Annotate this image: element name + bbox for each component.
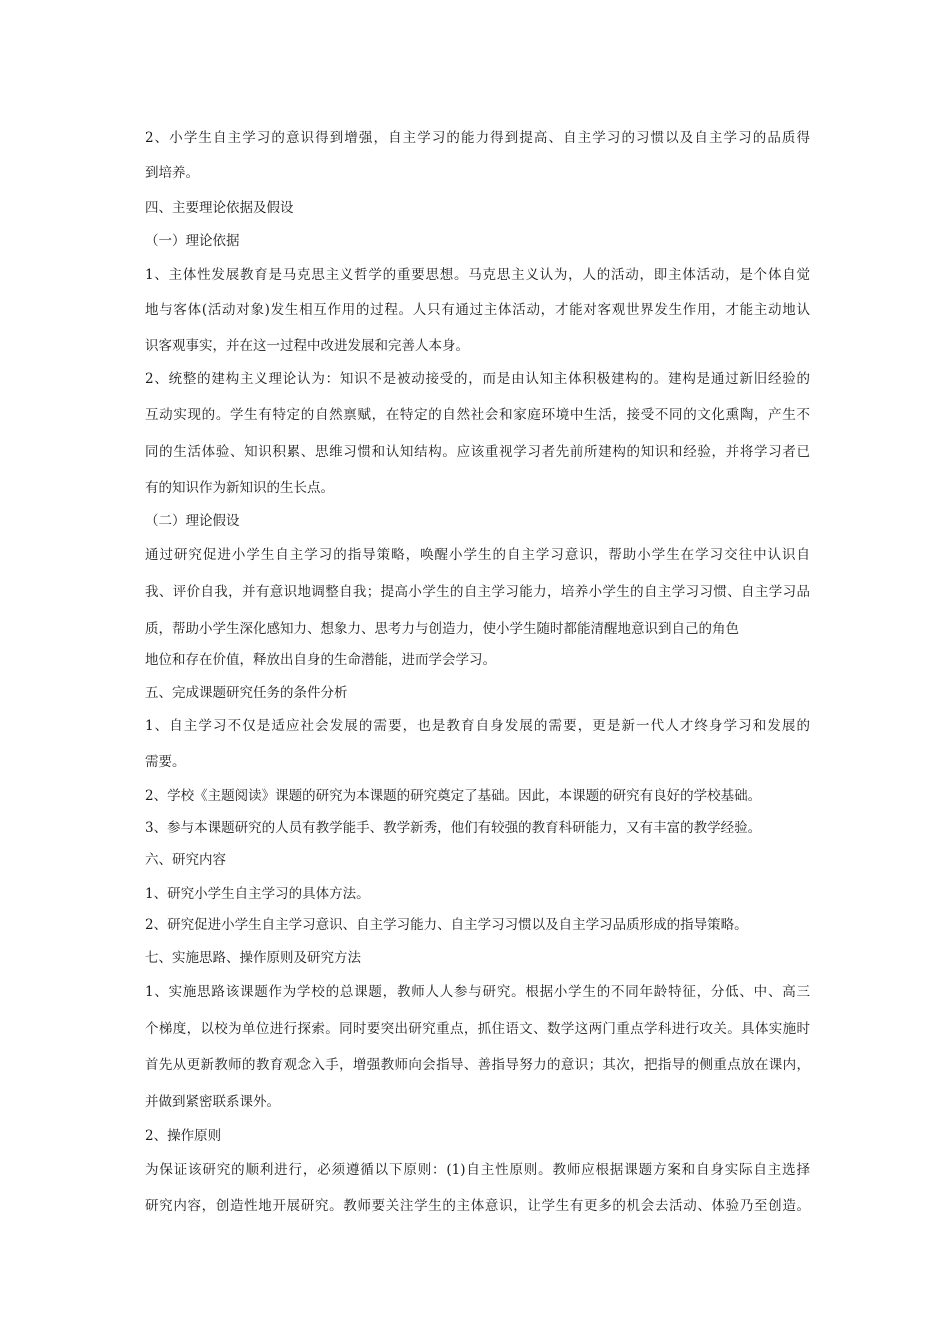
subsection-heading: （一）理论依据 (145, 233, 240, 249)
text-line: 有的知识作为新知识的生长点。 (145, 480, 334, 496)
text-line: 质，帮助小学生深化感知力、想象力、思考力与创造力，使小学生随时都能清醒地意识到自己的角色 (145, 621, 739, 637)
text-line: 并做到紧密联系课外。 (145, 1094, 280, 1110)
text-line: 2、小学生自主学习的意识得到增强，自主学习的能力得到提高、自主学习的习惯以及自主学习的品质得 (145, 130, 810, 146)
section-heading: 五、完成课题研究任务的条件分析 (145, 685, 348, 701)
text-line: 2、研究促进小学生自主学习意识、自主学习能力、自主学习习惯以及自主学习品质形成的指导策略。 (145, 917, 748, 933)
text-line: 首先从更新教师的教育观念入手，增强教师向会指导、善指导努力的意识；其次，把指导的侧重点放在课内， (145, 1057, 810, 1073)
text-line: 识客观事实，并在这一过程中改进发展和完善人本身。 (145, 338, 469, 354)
text-line: 3、参与本课题研究的人员有教学能手、教学新秀，他们有较强的教育科研能力，又有丰富的教学经验。 (145, 820, 762, 836)
text-line: 为保证该研究的顺利进行，必须遵循以下原则：(1)自主性原则。教师应根据课题方案和自身实际自主选择 (145, 1162, 810, 1178)
text-line: 同的生活体验、知识积累、思维习惯和认知结构。应该重视学习者先前所建构的知识和经验，并将学习者已 (145, 444, 810, 460)
text-line: 到培养。 (145, 165, 199, 181)
section-heading: 六、研究内容 (145, 852, 226, 868)
text-line: 2、学校《主题阅读》课题的研究为本课题的研究奠定了基础。因此，本课题的研究有良好的学校基础。 (145, 788, 762, 804)
text-line: 个梯度，以校为单位进行探索。同时要突出研究重点，抓住语文、数学这两门重点学科进行攻关。具体实施时 (145, 1021, 810, 1037)
text-line: 通过研究促进小学生自主学习的指导策略，唤醒小学生的自主学习意识，帮助小学生在学习交往中认识自 (145, 547, 810, 563)
text-line: 地与客体(活动对象)发生相互作用的过程。人只有通过主体活动，才能对客观世界发生作用，才能主动地认 (145, 302, 810, 318)
text-line: 2、操作原则 (145, 1128, 222, 1144)
text-line: 研究内容，创造性地开展研究。教师要关注学生的主体意识，让学生有更多的机会去活动、体验乃至创造。 (145, 1198, 810, 1214)
section-heading: 四、主要理论依据及假设 (145, 200, 294, 216)
text-line: 需要。 (145, 754, 186, 770)
text-line: 地位和存在价值，释放出自身的生命潜能，进而学会学习。 (145, 652, 496, 668)
text-line: 我、评价自我，并有意识地调整自我；提高小学生的自主学习能力，培养小学生的自主学习习惯、自主学习品 (145, 584, 810, 600)
text-line: 1、研究小学生自主学习的具体方法。 (145, 886, 370, 902)
section-heading: 七、实施思路、操作原则及研究方法 (145, 950, 361, 966)
text-line: 1、主体性发展教育是马克思主义哲学的重要思想。马克思主义认为，人的活动，即主体活动，是个体自觉 (145, 267, 810, 283)
text-line: 1、实施思路该课题作为学校的总课题，教师人人参与研究。根据小学生的不同年龄特征，分低、中、高三 (145, 984, 810, 1000)
subsection-heading: （二）理论假设 (145, 513, 240, 529)
text-line: 1、自主学习不仅是适应社会发展的需要，也是教育自身发展的需要，更是新一代人才终身学习和发展的 (145, 718, 810, 734)
text-line: 2、统整的建构主义理论认为：知识不是被动接受的，而是由认知主体积极建构的。建构是通过新旧经验的 (145, 371, 810, 387)
text-line: 互动实现的。学生有特定的自然禀赋，在特定的自然社会和家庭环境中生活，接受不同的文化熏陶，产生不 (145, 407, 810, 423)
